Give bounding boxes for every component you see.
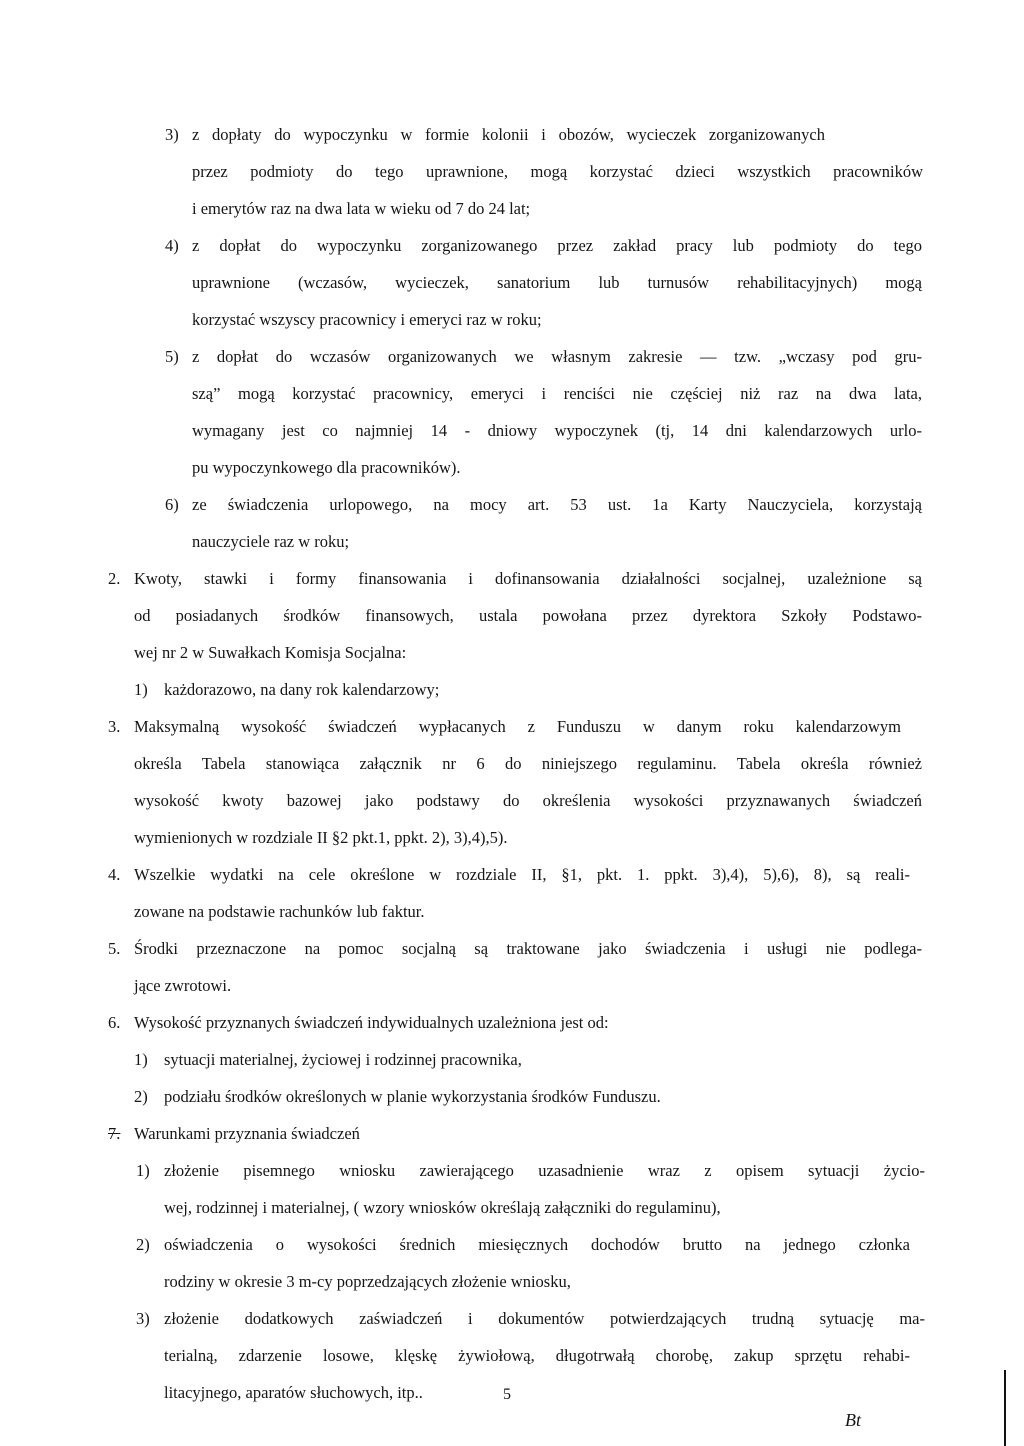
document-text-line: sytuacji materialnej, życiowej i rodzinnej pracownika, [164, 1050, 522, 1069]
list-number: 1) [136, 1161, 150, 1180]
document-text-line: przez podmioty do tego uprawnione, mogą korzystać dzieci wszystkich pracowników [192, 162, 923, 181]
document-text-line: Maksymalną wysokość świadczeń wypłacanych z Funduszu w danym roku kalendarzowym [134, 717, 901, 736]
document-text-line: Wszelkie wydatki na cele określone w rozdziale II, §1, pkt. 1. ppkt. 3),4), 5),6), 8), są reali- [134, 865, 910, 884]
document-text-line: złożenie dodatkowych zaświadczeń i dokumentów potwierdzających trudną sytuację ma- [164, 1309, 925, 1328]
document-text-line: uprawnione (wczasów, wycieczek, sanatorium lub turnusów rehabilitacyjnych) mogą [192, 273, 922, 292]
list-number: 1) [134, 680, 148, 699]
document-text-line: ze świadczenia urlopowego, na mocy art. 53 ust. 1a Karty Nauczyciela, korzystają [192, 495, 922, 514]
section-number: 6. [108, 1013, 121, 1032]
handwritten-initials: Bt [845, 1410, 861, 1430]
document-text-line: Wysokość przyznanych świadczeń indywidualnych uzależniona jest od: [134, 1013, 609, 1032]
section-number: 3. [108, 717, 121, 736]
list-number: 2) [134, 1087, 148, 1106]
document-text-line: Środki przeznaczone na pomoc socjalną są traktowane jako świadczenia i usługi nie podlega- [134, 939, 922, 958]
document-text-line: jące zwrotowi. [134, 976, 232, 995]
document-text-line: zowane na podstawie rachunków lub faktur. [134, 902, 425, 921]
list-number: 2) [136, 1235, 150, 1254]
document-text-line: wej, rodzinnej i materialnej, ( wzory wniosków określają załączniki do regulaminu), [164, 1198, 721, 1217]
section-number: 4. [108, 865, 121, 884]
page-number: 5 [503, 1386, 511, 1403]
document-text-line: korzystać wszyscy pracownicy i emeryci raz w roku; [192, 310, 542, 329]
document-text-line: od posiadanych środków finansowych, ustala powołana przez dyrektora Szkoły Podstawo- [134, 606, 922, 625]
document-text-line: określa Tabela stanowiąca załącznik nr 6 do niniejszego regulaminu. Tabela określa również [134, 754, 922, 773]
list-number: 3) [136, 1309, 150, 1328]
list-number: 4) [165, 236, 179, 255]
document-text-line: oświadczenia o wysokości średnich miesięcznych dochodów brutto na jednego członka [164, 1235, 910, 1254]
document-text-line: z dopłaty do wypoczynku w formie kolonii i obozów, wycieczek zorganizowanych [192, 125, 825, 144]
document-text-line: podziału środków określonych w planie wykorzystania środków Funduszu. [164, 1087, 661, 1106]
document-text-line: wymienionych w rozdziale II §2 pkt.1, ppkt. 2), 3),4),5). [134, 828, 508, 847]
document-text-line: szą” mogą korzystać pracownicy, emeryci i renciści nie częściej niż raz na dwa lata, [192, 384, 922, 403]
document-text-line: pu wypoczynkowego dla pracowników). [192, 458, 461, 477]
document-text-line: z dopłat do wypoczynku zorganizowanego przez zakład pracy lub podmioty do tego [192, 236, 922, 255]
document-text-line: wymagany jest co najmniej 14 - dniowy wypoczynek (tj, 14 dni kalendarzowych urlo- [192, 421, 922, 440]
document-text-line: z dopłat do wczasów organizowanych we własnym zakresie — tzw. „wczasy pod gru- [192, 347, 922, 366]
document-text-line: wysokość kwoty bazowej jako podstawy do określenia wysokości przyznawanych świadczeń [134, 791, 922, 810]
document-text-line: wej nr 2 w Suwałkach Komisja Socjalna: [134, 643, 407, 662]
document-text-line: terialną, zdarzenie losowe, klęskę żywiołową, długotrwałą chorobę, zakup sprzętu rehabi- [164, 1346, 910, 1365]
document-text-line: i emerytów raz na dwa lata w wieku od 7 do 24 lat; [192, 199, 531, 218]
document-text-line: nauczyciele raz w roku; [192, 532, 350, 551]
list-number: 5) [165, 347, 179, 366]
section-number: 7. [108, 1124, 121, 1143]
section-number: 5. [108, 939, 121, 958]
section-number: 2. [108, 569, 121, 588]
list-number: 6) [165, 495, 179, 514]
document-text-line: litacyjnego, aparatów słuchowych, itp.. [164, 1383, 423, 1402]
document-text-line: rodziny w okresie 3 m-cy poprzedzających złożenie wniosku, [164, 1272, 571, 1291]
document-text-line: złożenie pisemnego wniosku zawierającego uzasadnienie wraz z opisem sytuacji życio- [164, 1161, 925, 1180]
list-number: 3) [165, 125, 179, 144]
list-number: 1) [134, 1050, 148, 1069]
document-text-line: Warunkami przyznania świadczeń [134, 1124, 360, 1143]
document-text-line: każdorazowo, na dany rok kalendarzowy; [164, 680, 440, 699]
scan-edge-line [1004, 1370, 1006, 1446]
document-text-line: Kwoty, stawki i formy finansowania i dofinansowania działalności socjalnej, uzależnione są [134, 569, 922, 588]
